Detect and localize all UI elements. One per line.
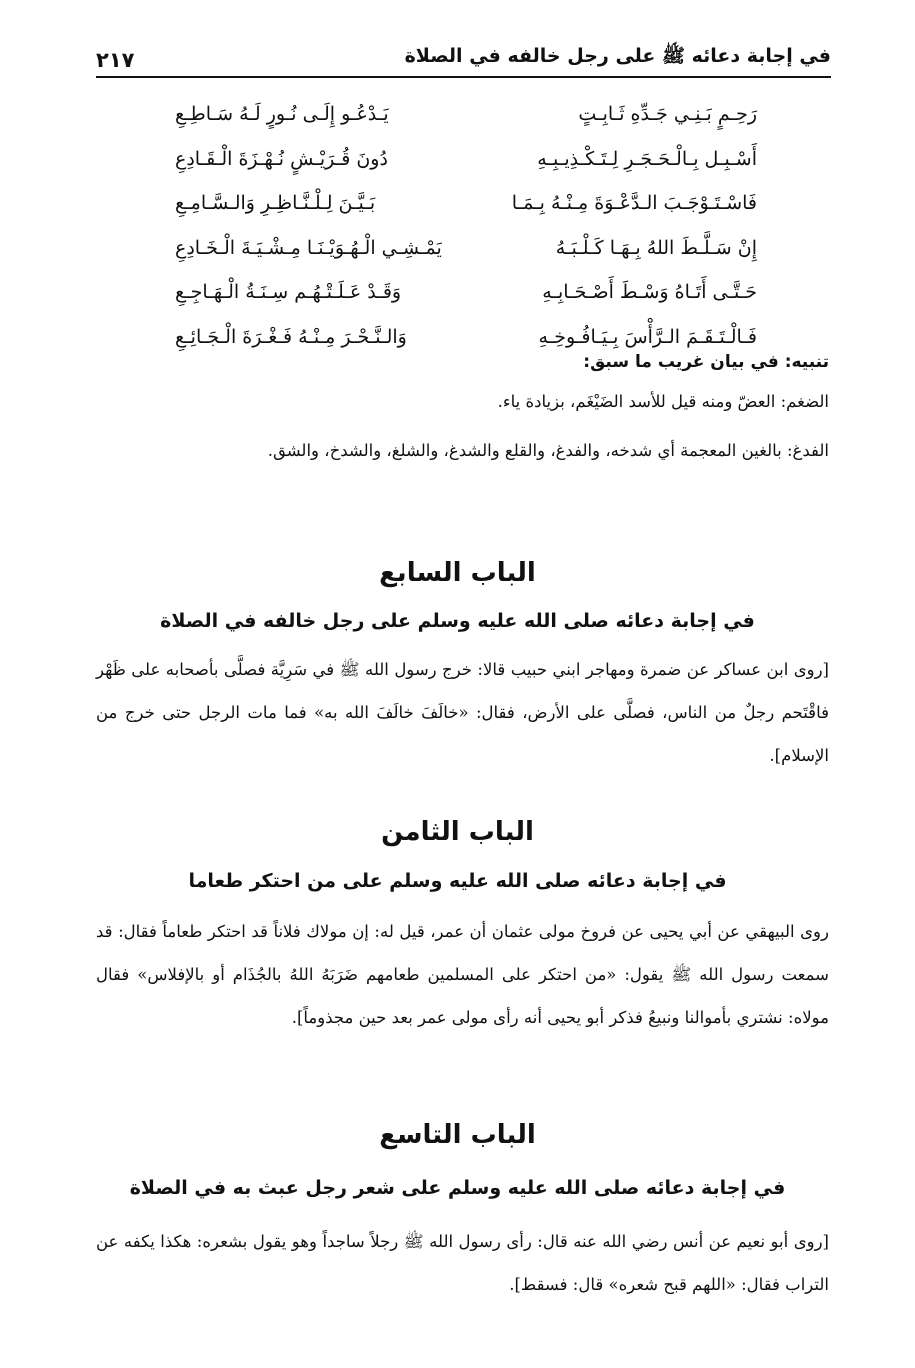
chapter-subtitle: في إجابة دعائه صلى الله عليه وسلم على من احتكر طعاما [188, 870, 727, 892]
note-paragraph: الفدغ: بالغين المعجمة أي شدخه، والفدغ، والقلع والشدغ، والشلغ، والشدخ، والشق. [267, 441, 829, 460]
chapter-paragraph: روى البيهقي عن أبي يحيى عن فروخ مولى عثمان أن عمر، قيل له: إن مولاك فلاناً قد احتكر طعاماً فقال: قد سمعت رسول الله ﷺ يقول: «من احتكر على المسلمين طعامهم ضَرَبَهُ اللهُ بالجُذَام أو بالإفلاس» فقال مولاه: نشتري بأموالنا ونبيعُ فذكر أبو يحيى أنه رأى مولى عمر بعد حين مجذوماً]. [96, 922, 829, 1027]
poem-verse [175, 137, 757, 182]
poem [175, 92, 757, 359]
running-title: في إجابة دعائه ﷺ على رجل خالفه في الصلاة [404, 45, 831, 67]
verse-second-hemistich: وَقَـدْ عَـلَـتْـهُـم سِـنَـةُ الْـهَـاجِـعِ [175, 281, 402, 304]
verse-first-hemistich: أَسْـبِـل بِـالْـحَـجَـرِ لِـتَـكْـذِيـبِـهِ [537, 147, 757, 170]
poem-verse [175, 92, 757, 137]
poem-verse [175, 181, 757, 226]
verse-second-hemistich: يَـدْعُـو إِلَـى نُـورٍ لَـهُ سَـاطِـعِ [175, 103, 389, 126]
verse-second-hemistich: دُونَ قُـرَيْـشٍ نُـهْـزَةَ الْـقَـادِعِ [175, 147, 388, 170]
verse-first-hemistich: إِنْ سَـلَّـطَ اللهُ بِـهَـا كَـلْـبَـهُ [555, 236, 757, 259]
verse-second-hemistich: يَمْـشِـي الْـهُـوَيْـنَـا مِـشْـيَـةَ الْـخَـادِعِ [175, 236, 442, 259]
note-heading: تنبيه: في بيان غريب ما سبق: [583, 352, 829, 372]
chapter-title: الباب الثامن [381, 817, 534, 847]
poem-verse [175, 226, 757, 271]
page-number: ٢١٧ [96, 48, 135, 72]
verse-first-hemistich: فَـالْـتَـقَـمَ الـرَّأْسَ بِـيَـافُـوخِـهِ [538, 325, 757, 348]
poem-verse [175, 270, 757, 315]
verse-first-hemistich: رَحِـمٍ بَـنِـي جَـدِّهِ ثَـابِـتٍ [578, 103, 757, 126]
chapter-title: الباب التاسع [379, 1120, 536, 1150]
verse-first-hemistich: حَـتَّـى أَتَـاهُ وَسْـطَ أَصْـحَـابِـهِ [542, 281, 757, 304]
page-header [96, 38, 831, 78]
chapter-subtitle: في إجابة دعائه صلى الله عليه وسلم على رجل خالفه في الصلاة [160, 610, 755, 632]
chapter-paragraph: [روى أبو نعيم عن أنس رضي الله عنه قال: رأى رسول الله ﷺ رجلاً ساجداً وهو يقول بشعره: هكذا يكفه عن التراب فقال: «اللهم قبح شعره» قال: فسقط]. [96, 1232, 829, 1294]
note-line: الضغم: العضّ ومنه قيل للأسد الضَيْغَم، بزيادة ياء. [497, 392, 829, 411]
verse-second-hemistich: وَالـنَّـحْـرَ مِـنْـهُ فَـغْـرَةَ الْـجَـائِـعِ [175, 325, 407, 348]
chapter-title: الباب السابع [379, 558, 536, 588]
verse-first-hemistich: فَاسْـتَـوْجَـبَ الـدَّعْـوَةَ مِـنْـهُ بِـمَـا [511, 192, 757, 215]
chapter-subtitle: في إجابة دعائه صلى الله عليه وسلم على شعر رجل عبث به في الصلاة [129, 1177, 786, 1199]
verse-second-hemistich: بَـيَّـنَ لِـلْـنَّـاظِـرِ وَالـسَّـامِـعِ [175, 192, 376, 215]
chapter-paragraph: [روى ابن عساكر عن ضمرة ومهاجر ابني حبيب قالا: خرج رسول الله ﷺ في سَرِيَّة فصلَّى بأصحابه على ظَهْر فاقْتَحم رجلٌ من الناس، فصلَّى على الأرض، فقال: «خالَفَ خالَفَ الله به» فما مات الرجل حتى خرج من الإسلام]. [96, 660, 829, 765]
